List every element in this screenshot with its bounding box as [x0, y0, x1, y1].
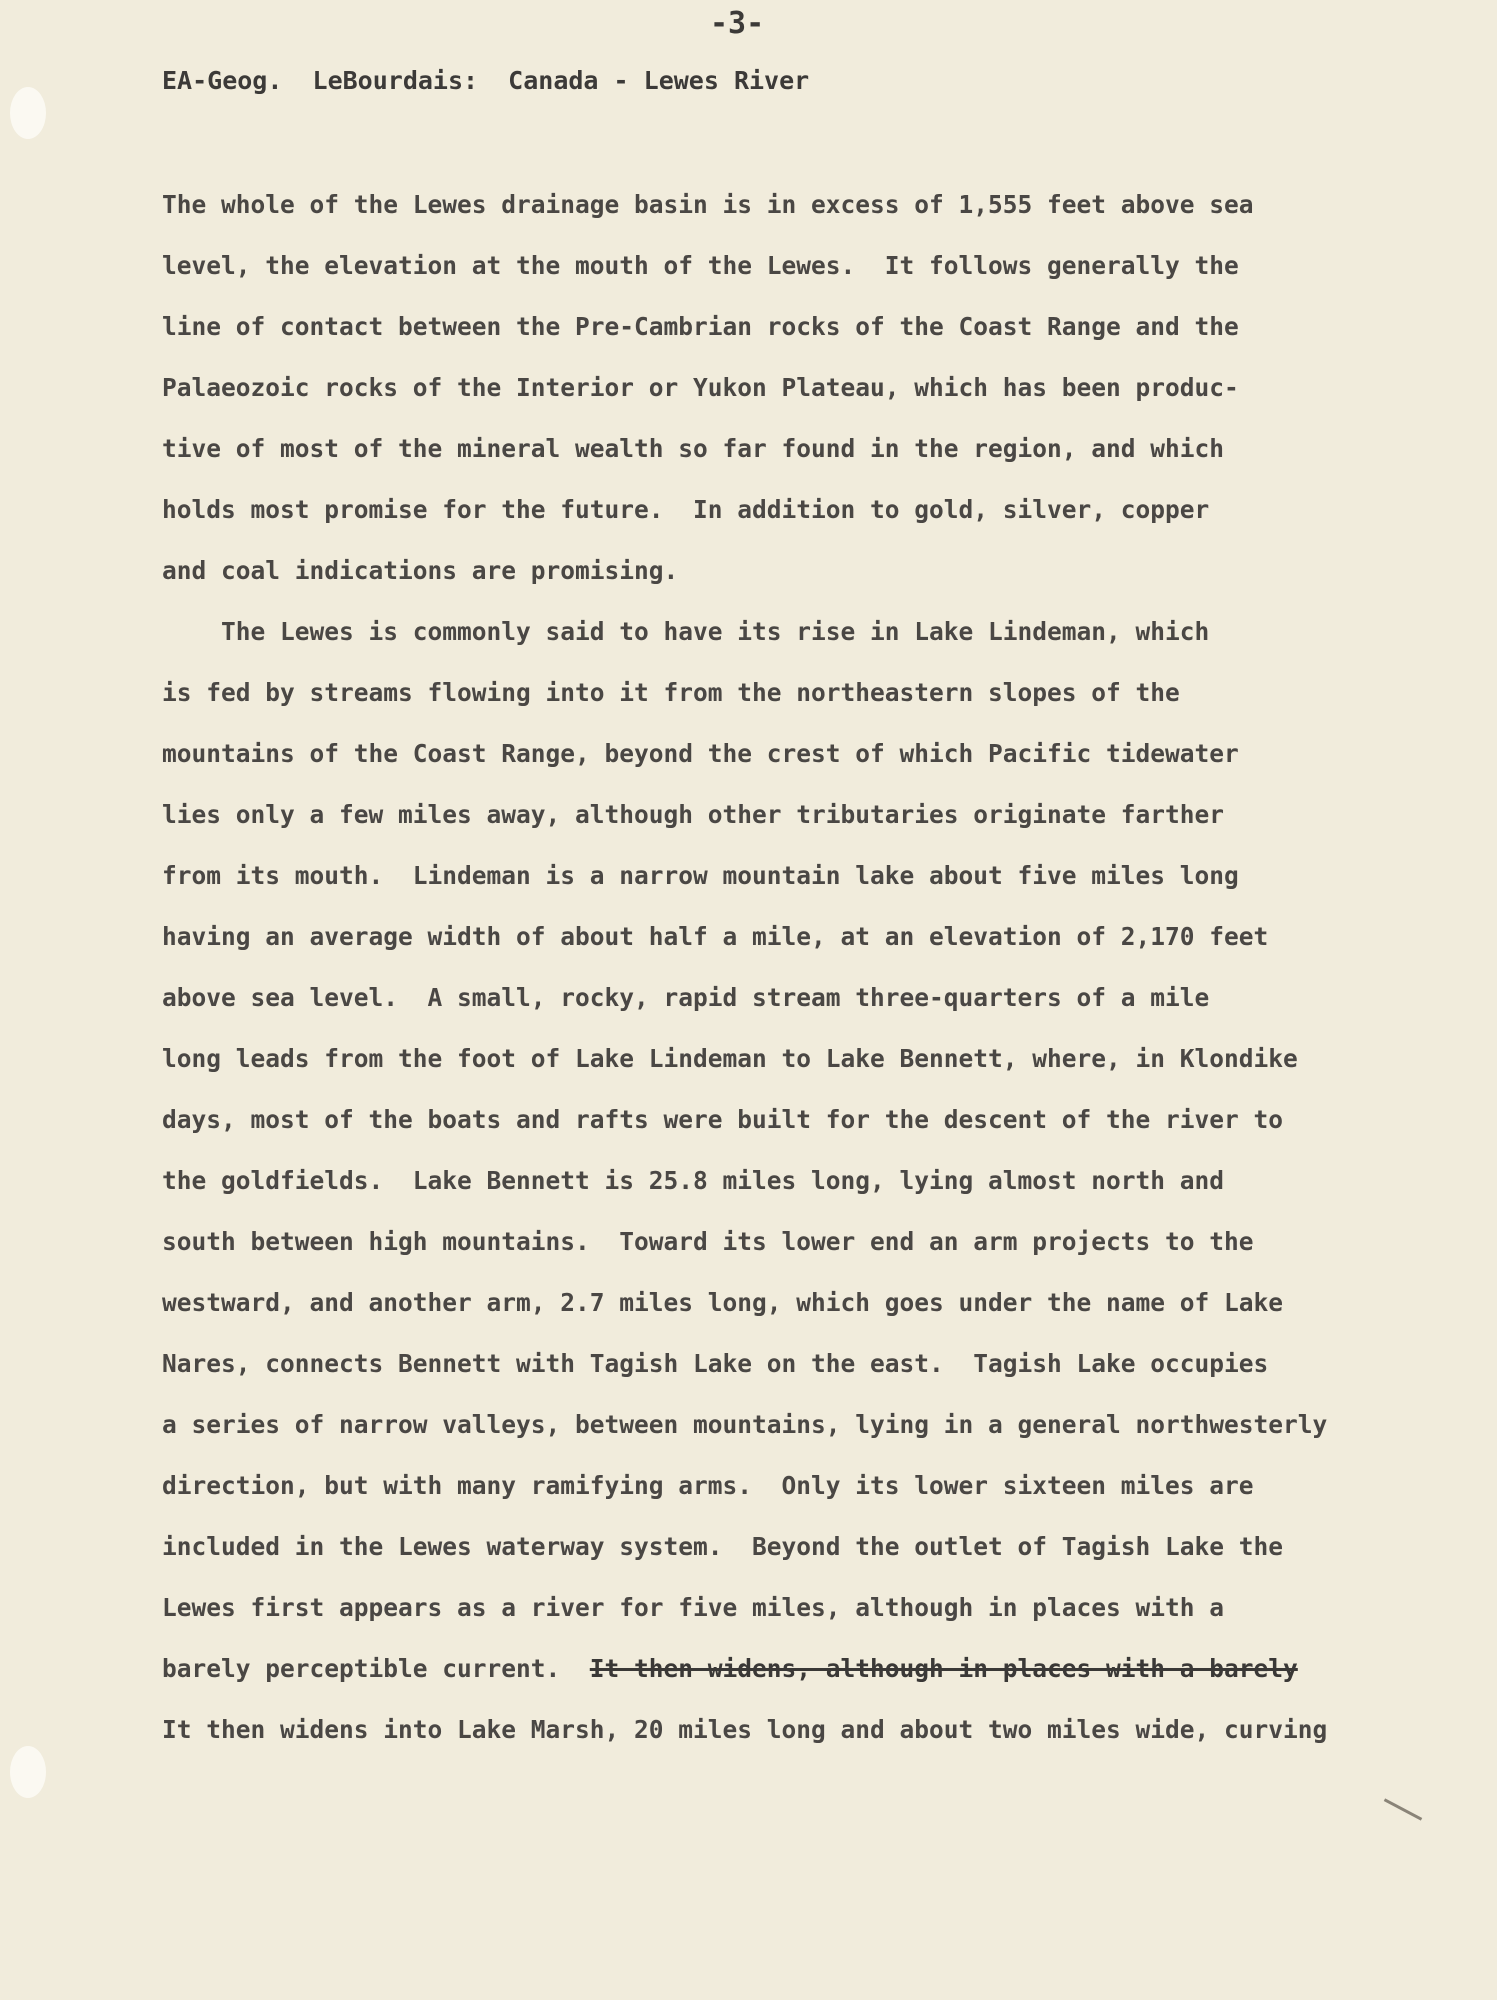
text-line: lies only a few miles away, although other tributaries originate farther — [162, 800, 1225, 829]
text-line: The whole of the Lewes drainage basin is in excess of 1,555 feet above sea — [162, 190, 1254, 219]
struck-out-text: It then widens, although in places with a barely — [589, 1654, 1298, 1683]
text-line: and coal indications are promising. — [162, 556, 679, 585]
text-line: westward, and another arm, 2.7 miles long, which goes under the name of Lake — [162, 1288, 1284, 1317]
text-line: level, the elevation at the mouth of the Lewes. It follows generally the — [162, 251, 1239, 280]
text-line: is fed by streams flowing into it from the northeastern slopes of the — [162, 678, 1180, 707]
text-line: line of contact between the Pre-Cambrian rocks of the Coast Range and the — [162, 312, 1239, 341]
text-line: mountains of the Coast Range, beyond the crest of which Pacific tidewater — [162, 739, 1239, 768]
text-line-with-strikeout — [162, 1651, 1392, 1712]
text-line: Lewes first appears as a river for five miles, although in places with a — [162, 1593, 1225, 1622]
text-line: Palaeozoic rocks of the Interior or Yukon Plateau, which has been produc- — [162, 373, 1239, 402]
text-line: The Lewes is commonly said to have its rise in Lake Lindeman, which — [162, 617, 1210, 646]
text-line: tive of most of the mineral wealth so far found in the region, and which — [162, 434, 1225, 463]
text-line: days, most of the boats and rafts were built for the descent of the river to — [162, 1105, 1284, 1134]
body-text — [162, 187, 1392, 1773]
document-header: EA-Geog. LeBourdais: Canada - Lewes River — [162, 66, 810, 95]
text-line: direction, but with many ramifying arms. Only its lower sixteen miles are — [162, 1471, 1254, 1500]
text-line: Nares, connects Bennett with Tagish Lake on the east. Tagish Lake occupies — [162, 1349, 1269, 1378]
text-line: having an average width of about half a mile, at an elevation of 2,170 feet — [162, 922, 1269, 951]
text-line: a series of narrow valleys, between mountains, lying in a general northwesterly — [162, 1410, 1328, 1439]
text-segment: barely perceptible current. — [162, 1654, 590, 1683]
pencil-mark — [1384, 1798, 1422, 1820]
text-line: It then widens into Lake Marsh, 20 miles long and about two miles wide, curving — [162, 1715, 1328, 1744]
text-line: from its mouth. Lindeman is a narrow mountain lake about five miles long — [162, 861, 1239, 890]
punch-hole-top — [10, 87, 46, 139]
text-line: long leads from the foot of Lake Lindeman to Lake Bennett, where, in Klondike — [162, 1044, 1298, 1073]
text-line: holds most promise for the future. In addition to gold, silver, copper — [162, 495, 1210, 524]
punch-hole-bottom — [10, 1746, 46, 1798]
text-line: included in the Lewes waterway system. Beyond the outlet of Tagish Lake the — [162, 1532, 1284, 1561]
text-line: above sea level. A small, rocky, rapid stream three-quarters of a mile — [162, 983, 1210, 1012]
text-line: south between high mountains. Toward its lower end an arm projects to the — [162, 1227, 1254, 1256]
page-number: -3- — [710, 6, 765, 41]
text-line: the goldfields. Lake Bennett is 25.8 miles long, lying almost north and — [162, 1166, 1225, 1195]
